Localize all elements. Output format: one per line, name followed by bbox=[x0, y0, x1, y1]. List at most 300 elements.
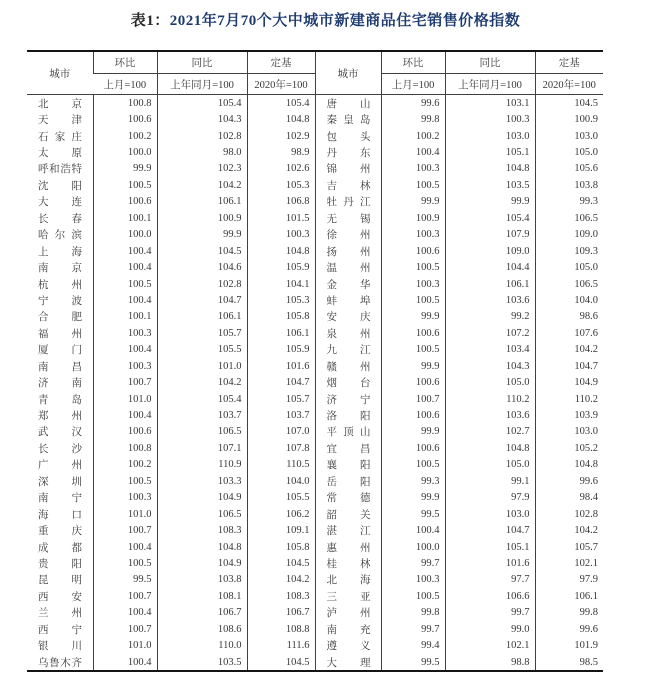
mom-index-cell: 99.7 bbox=[381, 555, 445, 571]
mom-index-cell: 100.7 bbox=[93, 522, 157, 538]
fixed-base-index-cell: 105.8 bbox=[247, 539, 315, 555]
city-name: 济南 bbox=[38, 378, 82, 390]
fixed-base-index-cell: 104.1 bbox=[247, 276, 315, 292]
table-number-label: 表1： bbox=[130, 13, 170, 29]
city-name: 扬州 bbox=[326, 246, 371, 258]
yoy-index-cell: 105.4 bbox=[157, 95, 247, 112]
city-name: 宁波 bbox=[38, 295, 82, 307]
yoy-index-cell: 105.4 bbox=[157, 391, 247, 407]
city-cell bbox=[315, 358, 381, 374]
mom-index-cell: 99.8 bbox=[381, 605, 445, 621]
city-name: 长沙 bbox=[38, 443, 82, 455]
yoy-index-cell: 98.8 bbox=[445, 654, 535, 671]
fixed-base-index-cell: 104.5 bbox=[535, 95, 603, 112]
fixed-base-index-cell: 103.9 bbox=[535, 407, 603, 423]
fixed-base-index-cell: 98.9 bbox=[247, 144, 315, 160]
city-name: 岳阳 bbox=[326, 476, 371, 488]
yoy-index-cell: 102.8 bbox=[157, 128, 247, 144]
mom-index-cell: 100.2 bbox=[93, 457, 157, 473]
fixed-base-index-cell: 103.0 bbox=[535, 128, 603, 144]
city-name: 海口 bbox=[38, 509, 82, 521]
fixed-base-index-cell: 105.3 bbox=[247, 292, 315, 308]
table-row bbox=[27, 605, 603, 621]
fixed-base-index-cell: 98.4 bbox=[535, 490, 603, 506]
mom-index-cell: 100.5 bbox=[381, 259, 445, 275]
city-cell bbox=[27, 177, 93, 193]
mom-index-cell: 100.1 bbox=[93, 309, 157, 325]
fixed-base-index-cell: 106.1 bbox=[535, 588, 603, 604]
subheader-fixed-base-left: 2020年=100 bbox=[247, 74, 315, 95]
yoy-index-cell: 110.2 bbox=[445, 391, 535, 407]
fixed-base-index-cell: 104.5 bbox=[247, 654, 315, 671]
mom-index-cell: 100.0 bbox=[93, 144, 157, 160]
city-name: 大理 bbox=[326, 657, 371, 669]
city-cell bbox=[27, 637, 93, 653]
yoy-index-cell: 102.7 bbox=[445, 424, 535, 440]
fixed-base-index-cell: 106.2 bbox=[247, 506, 315, 522]
fixed-base-index-cell: 105.4 bbox=[247, 95, 315, 112]
table-row bbox=[27, 227, 603, 243]
fixed-base-index-cell: 104.2 bbox=[535, 522, 603, 538]
city-name: 赣州 bbox=[326, 361, 371, 373]
fixed-base-index-cell: 108.8 bbox=[247, 621, 315, 637]
city-cell bbox=[27, 539, 93, 555]
table-row bbox=[27, 144, 603, 160]
fixed-base-index-cell: 104.2 bbox=[535, 342, 603, 358]
city-cell bbox=[315, 621, 381, 637]
city-name: 锦州 bbox=[326, 164, 371, 176]
city-cell bbox=[315, 588, 381, 604]
mom-index-cell: 99.9 bbox=[381, 309, 445, 325]
fixed-base-index-cell: 106.5 bbox=[535, 210, 603, 226]
fixed-base-index-cell: 104.8 bbox=[247, 111, 315, 127]
city-cell bbox=[315, 539, 381, 555]
fixed-base-index-cell: 107.0 bbox=[247, 424, 315, 440]
fixed-base-index-cell: 106.5 bbox=[535, 276, 603, 292]
yoy-index-cell: 104.9 bbox=[157, 555, 247, 571]
yoy-index-cell: 103.7 bbox=[157, 407, 247, 423]
yoy-index-cell: 103.6 bbox=[445, 407, 535, 423]
table-row bbox=[27, 473, 603, 489]
fixed-base-index-cell: 106.7 bbox=[247, 605, 315, 621]
page-title bbox=[0, 9, 651, 30]
yoy-index-cell: 99.1 bbox=[445, 473, 535, 489]
fixed-base-index-cell: 99.6 bbox=[535, 621, 603, 637]
subheader-mom-base-left: 上月=100 bbox=[103, 79, 147, 91]
city-cell bbox=[315, 440, 381, 456]
table-title-text: 2021年7月70个大中城市新建商品住宅销售价格指数 bbox=[169, 13, 521, 29]
city-cell bbox=[27, 227, 93, 243]
city-name: 哈尔滨 bbox=[38, 230, 82, 242]
table-row bbox=[27, 654, 603, 671]
fixed-base-index-cell: 107.8 bbox=[247, 440, 315, 456]
yoy-index-cell: 104.7 bbox=[157, 292, 247, 308]
yoy-index-cell: 108.3 bbox=[157, 522, 247, 538]
yoy-index-cell: 110.9 bbox=[157, 457, 247, 473]
city-cell bbox=[27, 572, 93, 588]
fixed-base-index-cell: 104.9 bbox=[535, 374, 603, 390]
city-name: 银川 bbox=[38, 641, 82, 653]
mom-index-cell: 100.5 bbox=[93, 473, 157, 489]
fixed-base-index-cell: 103.7 bbox=[247, 407, 315, 423]
city-name: 武汉 bbox=[38, 427, 82, 439]
city-cell bbox=[27, 605, 93, 621]
yoy-index-cell: 104.5 bbox=[157, 243, 247, 259]
table-row bbox=[27, 572, 603, 588]
city-name: 南京 bbox=[38, 263, 82, 275]
mom-index-cell: 99.5 bbox=[381, 654, 445, 671]
yoy-index-cell: 103.5 bbox=[157, 654, 247, 671]
mom-index-cell: 99.3 bbox=[381, 473, 445, 489]
mom-index-cell: 100.5 bbox=[93, 555, 157, 571]
table-row bbox=[27, 194, 603, 210]
mom-index-cell: 100.2 bbox=[93, 128, 157, 144]
city-cell bbox=[27, 473, 93, 489]
mom-index-cell: 100.3 bbox=[93, 358, 157, 374]
header-fixed-left: 定基 bbox=[247, 51, 315, 74]
yoy-index-cell: 104.3 bbox=[157, 111, 247, 127]
yoy-index-cell: 104.2 bbox=[157, 374, 247, 390]
city-name: 济宁 bbox=[326, 394, 371, 406]
fixed-base-index-cell: 108.3 bbox=[247, 588, 315, 604]
city-cell bbox=[315, 210, 381, 226]
city-cell bbox=[315, 473, 381, 489]
city-name: 丹东 bbox=[326, 148, 371, 160]
yoy-index-cell: 103.4 bbox=[445, 342, 535, 358]
table-row bbox=[27, 424, 603, 440]
mom-index-cell: 100.3 bbox=[93, 325, 157, 341]
city-name: 重庆 bbox=[38, 526, 82, 538]
yoy-index-cell: 107.2 bbox=[445, 325, 535, 341]
yoy-index-cell: 105.4 bbox=[445, 210, 535, 226]
mom-index-cell: 99.7 bbox=[381, 621, 445, 637]
city-name: 福州 bbox=[38, 328, 82, 340]
fixed-base-index-cell: 101.9 bbox=[535, 637, 603, 653]
city-cell bbox=[315, 292, 381, 308]
header-mom-right: 环比 bbox=[381, 51, 445, 74]
city-name: 昆明 bbox=[38, 575, 82, 587]
yoy-index-cell: 104.9 bbox=[157, 490, 247, 506]
mom-index-cell: 100.5 bbox=[93, 276, 157, 292]
fixed-base-index-cell: 105.9 bbox=[247, 259, 315, 275]
city-cell bbox=[315, 276, 381, 292]
yoy-index-cell: 103.1 bbox=[445, 95, 535, 112]
fixed-base-index-cell: 105.0 bbox=[535, 259, 603, 275]
mom-index-cell: 100.4 bbox=[93, 605, 157, 621]
city-cell bbox=[27, 522, 93, 538]
yoy-index-cell: 101.6 bbox=[445, 555, 535, 571]
city-cell bbox=[27, 144, 93, 160]
yoy-index-cell: 103.6 bbox=[445, 292, 535, 308]
mom-index-cell: 100.7 bbox=[93, 588, 157, 604]
city-name: 天津 bbox=[38, 115, 82, 127]
yoy-index-cell: 104.6 bbox=[157, 259, 247, 275]
mom-index-cell: 99.6 bbox=[381, 95, 445, 112]
yoy-index-cell: 99.0 bbox=[445, 621, 535, 637]
fixed-base-index-cell: 104.8 bbox=[247, 243, 315, 259]
fixed-base-index-cell: 103.0 bbox=[535, 424, 603, 440]
city-cell bbox=[27, 391, 93, 407]
fixed-base-index-cell: 105.9 bbox=[247, 342, 315, 358]
yoy-index-cell: 103.0 bbox=[445, 506, 535, 522]
fixed-base-index-cell: 105.0 bbox=[535, 144, 603, 160]
yoy-index-cell: 99.9 bbox=[157, 227, 247, 243]
mom-index-cell: 99.9 bbox=[381, 358, 445, 374]
fixed-base-index-cell: 101.6 bbox=[247, 358, 315, 374]
fixed-base-index-cell: 105.2 bbox=[535, 440, 603, 456]
mom-index-cell: 100.3 bbox=[381, 161, 445, 177]
yoy-index-cell: 108.6 bbox=[157, 621, 247, 637]
yoy-index-cell: 102.8 bbox=[157, 276, 247, 292]
mom-index-cell: 100.5 bbox=[381, 457, 445, 473]
city-cell bbox=[315, 161, 381, 177]
fixed-base-index-cell: 104.2 bbox=[247, 572, 315, 588]
fixed-base-index-cell: 110.5 bbox=[247, 457, 315, 473]
city-cell bbox=[315, 243, 381, 259]
yoy-index-cell: 105.0 bbox=[445, 374, 535, 390]
city-cell bbox=[315, 506, 381, 522]
city-name: 北京 bbox=[38, 98, 82, 110]
city-cell bbox=[315, 309, 381, 325]
mom-index-cell: 100.6 bbox=[381, 243, 445, 259]
header-mom-left: 环比 bbox=[93, 51, 157, 74]
header-yoy-right: 同比 bbox=[445, 51, 535, 74]
city-cell bbox=[315, 325, 381, 341]
city-name: 牡丹江 bbox=[326, 197, 371, 209]
table-row bbox=[27, 555, 603, 571]
yoy-index-cell: 109.0 bbox=[445, 243, 535, 259]
fixed-base-index-cell: 104.8 bbox=[535, 457, 603, 473]
mom-index-cell: 99.5 bbox=[381, 506, 445, 522]
mom-index-cell: 100.0 bbox=[381, 539, 445, 555]
mom-index-cell: 101.0 bbox=[93, 637, 157, 653]
yoy-index-cell: 107.1 bbox=[157, 440, 247, 456]
mom-index-cell: 100.4 bbox=[93, 243, 157, 259]
mom-index-cell: 100.2 bbox=[381, 128, 445, 144]
yoy-index-cell: 106.1 bbox=[157, 194, 247, 210]
fixed-base-index-cell: 110.2 bbox=[535, 391, 603, 407]
city-name: 安庆 bbox=[326, 312, 371, 324]
city-name: 桂林 bbox=[326, 558, 371, 570]
city-name: 长春 bbox=[38, 213, 82, 225]
fixed-base-index-cell: 102.8 bbox=[535, 506, 603, 522]
fixed-base-index-cell: 104.7 bbox=[247, 374, 315, 390]
city-name: 泉州 bbox=[326, 328, 371, 340]
fixed-base-index-cell: 100.9 bbox=[535, 111, 603, 127]
yoy-index-cell: 97.9 bbox=[445, 490, 535, 506]
header-city-left: 城市 bbox=[49, 68, 71, 80]
city-cell bbox=[315, 128, 381, 144]
mom-index-cell: 100.6 bbox=[381, 440, 445, 456]
city-name: 平顶山 bbox=[326, 427, 371, 439]
yoy-index-cell: 104.8 bbox=[157, 539, 247, 555]
city-name: 洛阳 bbox=[326, 411, 371, 423]
table-row bbox=[27, 292, 603, 308]
fixed-base-index-cell: 105.8 bbox=[247, 309, 315, 325]
yoy-index-cell: 103.3 bbox=[157, 473, 247, 489]
fixed-base-index-cell: 102.6 bbox=[247, 161, 315, 177]
mom-index-cell: 99.8 bbox=[381, 111, 445, 127]
fixed-base-index-cell: 98.6 bbox=[535, 309, 603, 325]
city-cell bbox=[315, 95, 381, 112]
yoy-index-cell: 102.3 bbox=[157, 161, 247, 177]
yoy-index-cell: 105.1 bbox=[445, 144, 535, 160]
subheader-mom-base-right: 上月=100 bbox=[381, 74, 445, 95]
mom-index-cell: 100.6 bbox=[381, 407, 445, 423]
mom-index-cell: 100.4 bbox=[93, 342, 157, 358]
mom-index-cell: 100.4 bbox=[381, 144, 445, 160]
yoy-index-cell: 104.4 bbox=[445, 259, 535, 275]
table-row bbox=[27, 128, 603, 144]
subheader-yoy-base-right: 上年同月=100 bbox=[445, 74, 535, 95]
table-row bbox=[27, 522, 603, 538]
mom-index-cell: 99.9 bbox=[381, 490, 445, 506]
city-cell bbox=[315, 374, 381, 390]
city-cell bbox=[27, 276, 93, 292]
city-name: 杭州 bbox=[38, 279, 82, 291]
city-cell bbox=[27, 128, 93, 144]
fixed-base-index-cell: 101.5 bbox=[247, 210, 315, 226]
table-row bbox=[27, 95, 603, 112]
city-name: 兰州 bbox=[38, 608, 82, 620]
table-row bbox=[27, 490, 603, 506]
mom-index-cell: 100.5 bbox=[93, 177, 157, 193]
yoy-index-cell: 101.0 bbox=[157, 358, 247, 374]
table-row bbox=[27, 539, 603, 555]
yoy-index-cell: 100.3 bbox=[445, 111, 535, 127]
price-index-table bbox=[27, 50, 603, 672]
fixed-base-index-cell: 97.9 bbox=[535, 572, 603, 588]
city-cell bbox=[315, 605, 381, 621]
city-cell bbox=[315, 194, 381, 210]
table-row bbox=[27, 621, 603, 637]
yoy-index-cell: 107.9 bbox=[445, 227, 535, 243]
mom-index-cell: 101.0 bbox=[93, 391, 157, 407]
city-name: 大连 bbox=[38, 197, 82, 209]
city-name: 深圳 bbox=[38, 476, 82, 488]
city-name: 呼和浩特 bbox=[38, 164, 82, 176]
table-body bbox=[27, 95, 603, 672]
mom-index-cell: 100.5 bbox=[381, 292, 445, 308]
yoy-index-cell: 106.5 bbox=[157, 424, 247, 440]
fixed-base-index-cell: 109.1 bbox=[247, 522, 315, 538]
header-city-right: 城市 bbox=[315, 51, 381, 95]
mom-index-cell: 100.3 bbox=[93, 490, 157, 506]
yoy-index-cell: 106.7 bbox=[157, 605, 247, 621]
city-name: 蚌埠 bbox=[326, 295, 371, 307]
city-cell bbox=[27, 424, 93, 440]
yoy-index-cell: 103.5 bbox=[445, 177, 535, 193]
city-name: 南昌 bbox=[38, 361, 82, 373]
fixed-base-index-cell: 105.3 bbox=[247, 177, 315, 193]
mom-index-cell: 99.9 bbox=[381, 194, 445, 210]
table-row bbox=[27, 309, 603, 325]
yoy-index-cell: 106.1 bbox=[445, 276, 535, 292]
city-name: 烟台 bbox=[326, 378, 371, 390]
city-cell bbox=[315, 111, 381, 127]
yoy-index-cell: 99.2 bbox=[445, 309, 535, 325]
city-name: 遵义 bbox=[326, 641, 371, 653]
table-row bbox=[27, 358, 603, 374]
mom-index-cell: 100.7 bbox=[93, 621, 157, 637]
yoy-index-cell: 98.0 bbox=[157, 144, 247, 160]
city-cell bbox=[27, 490, 93, 506]
city-name: 惠州 bbox=[326, 542, 371, 554]
fixed-base-index-cell: 103.8 bbox=[535, 177, 603, 193]
mom-index-cell: 100.5 bbox=[381, 588, 445, 604]
city-name: 石家庄 bbox=[38, 131, 82, 143]
mom-index-cell: 101.0 bbox=[93, 506, 157, 522]
subheader-fixed-base-right: 2020年=100 bbox=[535, 74, 603, 95]
city-cell bbox=[27, 292, 93, 308]
fixed-base-index-cell: 109.0 bbox=[535, 227, 603, 243]
table-row bbox=[27, 342, 603, 358]
mom-index-cell: 100.3 bbox=[381, 572, 445, 588]
yoy-index-cell: 110.0 bbox=[157, 637, 247, 653]
mom-index-cell: 100.6 bbox=[381, 325, 445, 341]
mom-index-cell: 100.3 bbox=[381, 227, 445, 243]
city-cell bbox=[27, 457, 93, 473]
yoy-index-cell: 108.1 bbox=[157, 588, 247, 604]
city-name: 泸州 bbox=[326, 608, 371, 620]
subheader-yoy-base-left: 上年同月=100 bbox=[157, 74, 247, 95]
city-name: 宜昌 bbox=[326, 443, 371, 455]
city-cell bbox=[315, 391, 381, 407]
yoy-index-cell: 97.7 bbox=[445, 572, 535, 588]
fixed-base-index-cell: 104.7 bbox=[535, 358, 603, 374]
table-row bbox=[27, 243, 603, 259]
fixed-base-index-cell: 104.0 bbox=[535, 292, 603, 308]
fixed-base-index-cell: 102.1 bbox=[535, 555, 603, 571]
mom-index-cell: 99.9 bbox=[93, 161, 157, 177]
table-row bbox=[27, 391, 603, 407]
city-cell bbox=[27, 654, 93, 671]
city-cell bbox=[315, 555, 381, 571]
city-cell bbox=[315, 177, 381, 193]
city-cell bbox=[27, 440, 93, 456]
fixed-base-index-cell: 105.5 bbox=[247, 490, 315, 506]
yoy-index-cell: 104.7 bbox=[445, 522, 535, 538]
fixed-base-index-cell: 102.9 bbox=[247, 128, 315, 144]
city-cell bbox=[315, 424, 381, 440]
city-cell bbox=[27, 555, 93, 571]
city-cell bbox=[27, 194, 93, 210]
city-name: 乌鲁木齐 bbox=[38, 657, 82, 669]
city-name: 徐州 bbox=[326, 230, 371, 242]
fixed-base-index-cell: 109.3 bbox=[535, 243, 603, 259]
city-cell bbox=[27, 588, 93, 604]
fixed-base-index-cell: 105.6 bbox=[535, 161, 603, 177]
city-cell bbox=[315, 522, 381, 538]
table-row bbox=[27, 210, 603, 226]
table-row bbox=[27, 325, 603, 341]
mom-index-cell: 100.7 bbox=[381, 391, 445, 407]
city-name: 吉林 bbox=[326, 180, 371, 192]
mom-index-cell: 100.8 bbox=[93, 440, 157, 456]
city-name: 南宁 bbox=[38, 493, 82, 505]
city-cell bbox=[315, 259, 381, 275]
yoy-index-cell: 105.5 bbox=[157, 342, 247, 358]
city-cell bbox=[27, 243, 93, 259]
city-cell bbox=[27, 621, 93, 637]
city-cell bbox=[27, 111, 93, 127]
yoy-index-cell: 103.0 bbox=[445, 128, 535, 144]
city-name: 常德 bbox=[326, 493, 371, 505]
yoy-index-cell: 104.3 bbox=[445, 358, 535, 374]
fixed-base-index-cell: 104.5 bbox=[247, 555, 315, 571]
mom-index-cell: 100.4 bbox=[93, 539, 157, 555]
city-name: 北海 bbox=[326, 575, 371, 587]
